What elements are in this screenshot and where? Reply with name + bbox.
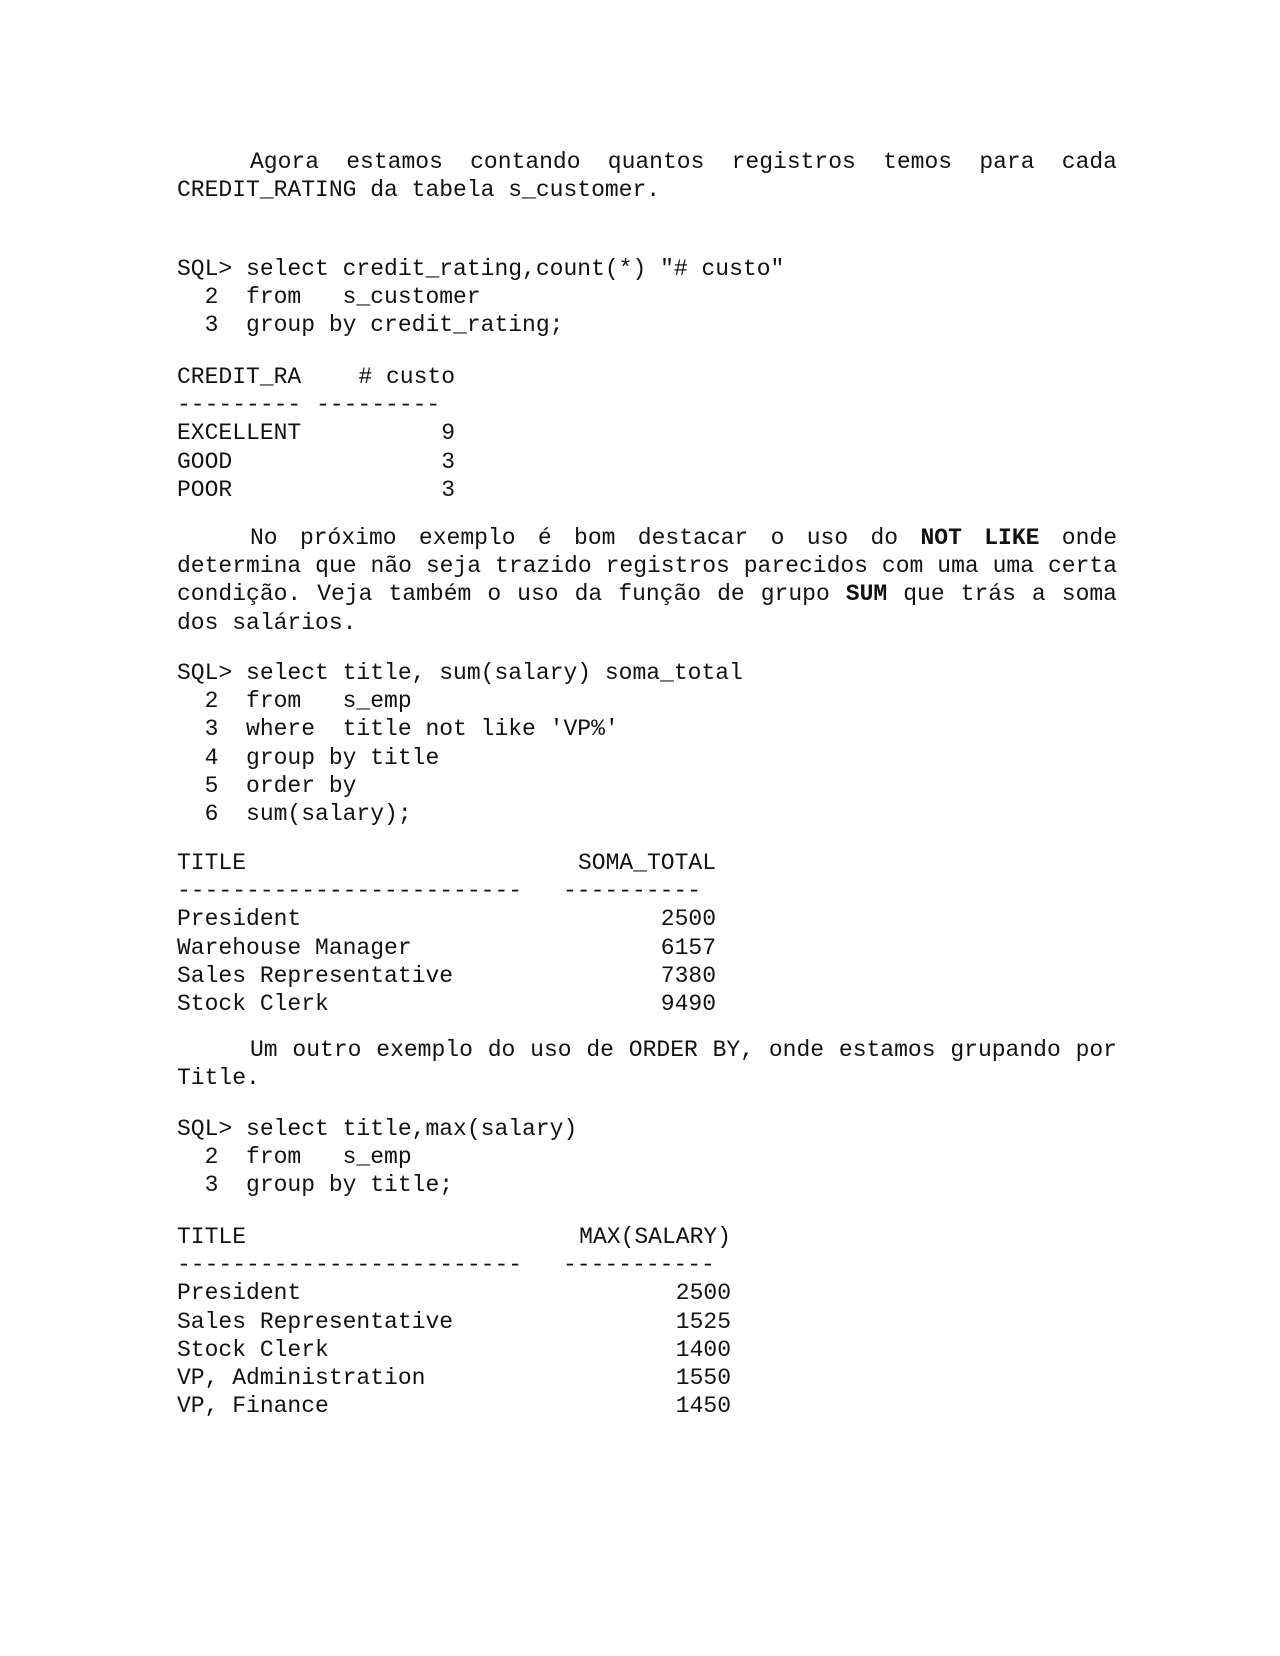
cell-title: Warehouse Manager (177, 934, 412, 961)
table-row (177, 477, 455, 505)
cell-title: Sales Representative (177, 1308, 454, 1335)
cell-soma-total: 2500 (660, 906, 716, 933)
result-2-header-row (177, 850, 716, 878)
cell-title: President (177, 906, 302, 933)
cell-max-salary: 1525 (675, 1308, 731, 1335)
intro-2-part-3: que trás a soma dos salários. (177, 581, 1131, 636)
table-row (177, 1365, 731, 1393)
result-table-1 (177, 364, 455, 505)
query-2-line: SQL> select title, sum(salary) soma_total (177, 660, 743, 686)
query-2-line: 5 order by (177, 772, 357, 799)
result-1-header-row (177, 364, 455, 392)
cell-title: Stock Clerk (177, 1336, 329, 1363)
column-divider: ------------------------- (177, 1252, 523, 1279)
intro-2-part-2: onde determina que não seja trazido registros parecidos com uma uma certa condição. Veja também o uso da função de grupo (177, 525, 1131, 608)
cell-max-salary: 2500 (675, 1280, 731, 1307)
cell-soma-total: 6157 (660, 934, 716, 961)
cell-count: 3 (441, 476, 455, 503)
column-header: TITLE (177, 1224, 247, 1250)
cell-title: President (177, 1280, 302, 1307)
column-header: CREDIT_RA (177, 364, 302, 390)
cell-credit-rating: GOOD (177, 448, 233, 475)
cell-credit-rating: EXCELLENT (177, 420, 302, 447)
table-row (177, 449, 455, 477)
query-2-line: 6 sum(salary); (177, 800, 412, 827)
table-row (177, 906, 716, 934)
table-row (177, 1280, 731, 1308)
query-3-line: 2 from s_emp (177, 1144, 412, 1171)
result-1-divider-row (177, 392, 455, 420)
result-2-divider-row (177, 878, 716, 906)
query-1-line: SQL> select credit_rating,count(*) "# custo" (177, 256, 785, 282)
table-row (177, 1393, 731, 1421)
query-2-line: 2 from s_emp (177, 688, 412, 715)
result-3-divider-row (177, 1252, 731, 1280)
cell-soma-total: 7380 (660, 962, 716, 989)
table-row (177, 991, 716, 1019)
table-row (177, 963, 716, 991)
query-2-line: 4 group by title (177, 744, 440, 771)
sql-query-2 (177, 660, 743, 829)
cell-title: VP, Administration (177, 1364, 426, 1391)
cell-soma-total: 9490 (660, 990, 716, 1017)
query-1-line: 2 from s_customer (177, 284, 481, 311)
cell-count: 9 (441, 420, 455, 447)
cell-title: Sales Representative (177, 962, 454, 989)
intro-paragraph-2 (177, 524, 1131, 637)
table-row (177, 1309, 731, 1337)
cell-title: VP, Finance (177, 1393, 329, 1420)
sql-query-1 (177, 256, 784, 341)
intro-2-part-1: No próximo exemplo é bom destacar o uso do (250, 525, 921, 551)
table-row (177, 420, 455, 448)
cell-title: Stock Clerk (177, 990, 329, 1017)
query-1-line: 3 group by credit_rating; (177, 312, 564, 339)
column-header: # custo (358, 364, 455, 390)
table-row (177, 935, 716, 963)
cell-credit-rating: POOR (177, 476, 233, 503)
cell-max-salary: 1550 (675, 1364, 731, 1391)
result-3-header-row (177, 1224, 731, 1252)
intro-paragraph-1 (177, 148, 1131, 204)
table-row (177, 1337, 731, 1365)
intro-2-bold-not-like: NOT LIKE (920, 525, 1040, 551)
column-header: SOMA_TOTAL (577, 850, 716, 876)
intro-1-text: Agora estamos contando quantos registros temos para cada CREDIT_RATING da tabela s_customer. (177, 149, 1131, 204)
query-3-line: 3 group by title; (177, 1172, 454, 1199)
query-3-line: SQL> select title,max(salary) (177, 1116, 578, 1142)
intro-2-bold-sum: SUM (845, 581, 888, 608)
result-table-2 (177, 850, 716, 1019)
column-divider: ---------- (563, 878, 702, 905)
cell-count: 3 (441, 448, 455, 475)
column-header: MAX(SALARY) (579, 1224, 731, 1250)
cell-max-salary: 1400 (675, 1336, 731, 1363)
result-table-3 (177, 1224, 731, 1421)
column-divider: ----------- (563, 1252, 715, 1279)
cell-max-salary: 1450 (675, 1393, 731, 1420)
intro-3-text: Um outro exemplo do uso de ORDER BY, onde estamos grupando por Title. (177, 1037, 1131, 1092)
column-divider: --------- (177, 392, 302, 419)
intro-paragraph-3 (177, 1036, 1131, 1092)
sql-query-3 (177, 1116, 577, 1201)
query-2-line: 3 where title not like 'VP%' (177, 716, 619, 743)
column-header: TITLE (177, 850, 247, 876)
column-divider: ------------------------- (177, 878, 523, 905)
column-divider: --------- (316, 392, 441, 419)
